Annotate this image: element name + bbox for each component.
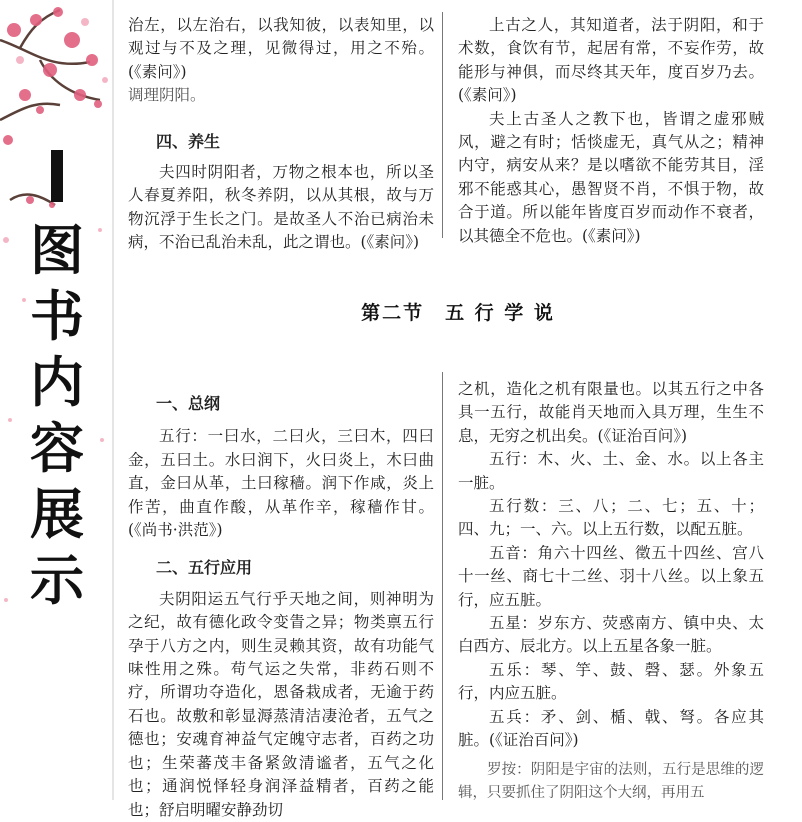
bottom-right-column: [458, 378, 764, 805]
column-divider: [442, 372, 443, 800]
paragraph: 上古之人，其知道者，法于阴阳，和于术数，食饮有节，起居有常，不妄作劳，故能形与神俱，而尽终其天年，度百岁乃去。(《素问》): [458, 16, 764, 105]
paragraph-note: 调理阴阳。: [128, 86, 206, 105]
paragraph-commentary: 罗按：阴阳是宇宙的法则，五行是思维的逻辑，只要抓住了阴阳这个大纲，再用五: [458, 761, 764, 801]
paragraph: 之机，造化之机有限量也。以其五行之中各具一五行，故能肖天地而入具万理，生生不息，无穷之机出矣。(《证治百问》): [458, 380, 764, 445]
title-char: 展: [30, 483, 84, 546]
paragraph: 夫阴阳运五气行乎天地之间，则神明为之纪，故有德化政令变眚之异；物类禀五行孕于八方之内，则生灵赖其资，故有功能气味性用之殊。苟气运之失常，非药石则不疗，所谓功夺造化，恩备栽成者，无逾于药石也。故敷和彰显溽蒸清洁凄沧者，五气之德也；安魂育神益气定魄守志者，百药之功也；生荣蕃茂丰备紧敛清谧者，五气之化也；通润悦怿轻身润泽益精者，百药之能也；舒启明曜安静劲切: [128, 589, 434, 819]
sidebar-decoration: [0, 0, 112, 800]
heading-zonggang: 一、总纲: [156, 394, 221, 413]
paragraph: 五星：岁东方、荧惑南方、镇中央、太白西方、辰北方。以上五星各象一脏。: [458, 614, 764, 656]
title-char: 书: [30, 285, 84, 348]
bottom-left-column: [128, 392, 434, 822]
section-title: 第二节 五 行 学 说: [361, 302, 555, 324]
title-char: 内: [30, 351, 84, 414]
heading-wuxing-yingyong: 二、五行应用: [156, 558, 253, 578]
paragraph: 五兵：矛、剑、楯、戟、弩。各应其脏。(《证治百问》): [458, 707, 764, 750]
paragraph: 夫上古圣人之教下也，皆谓之虚邪贼风，避之有时；恬惔虚无，真气从之；精神内守，病安从来？是以嗜欲不能劳其目，淫邪不能惑其心，愚智贤不肖，不惧于物，故合于道。所以能年皆度百岁而动作不衰者，以其德全不危也。(《素问》): [458, 109, 764, 245]
paragraph: 五行：一曰水，二曰火，三曰木，四曰金，五曰土。水曰润下，火曰炎上，木曰曲直，金曰从革，土曰稼穑。润下作咸，炎上作苦，曲直作酸，从革作辛，稼穑作甘。(《尚书·洪范》): [128, 427, 434, 540]
paragraph: 治左，以左治右，以我知彼，以表知里，以观过与不及之理，见微得过，用之不殆。(《素问》): [128, 16, 434, 81]
vertical-title: [22, 150, 92, 614]
heading-yangsheng: 四、养生: [156, 131, 221, 151]
top-right-column: [458, 14, 764, 248]
paragraph: 五行：木、火、土、金、水。以上各主一脏。: [458, 450, 764, 492]
paragraph: 五行数：三、八；二、七；五、十；四、九；一、六。以上五行数，以配五脏。: [458, 497, 764, 539]
title-char: 容: [30, 417, 84, 480]
top-left-column: [128, 14, 434, 255]
title-char: 图: [30, 219, 84, 282]
paragraph: 夫四时阴阳者，万物之根本也，所以圣人春夏养阳，秋冬养阴，以从其根，故与万物沉浮于生长之门。是故圣人不治已病治未病，不治已乱治未乱，此之谓也。(《素问》): [128, 163, 434, 252]
title-char: 示: [30, 549, 84, 612]
column-divider: [442, 12, 443, 238]
title-dash: [51, 150, 63, 202]
paragraph: 五乐：琴、竽、鼓、磬、瑟。外象五行，内应五脏。: [458, 660, 764, 703]
book-page: [112, 0, 800, 819]
paragraph: 五音：角六十四丝、徵五十四丝、宫八十一丝、商七十二丝、羽十八丝。以上象五行，应五脏。: [458, 543, 764, 609]
